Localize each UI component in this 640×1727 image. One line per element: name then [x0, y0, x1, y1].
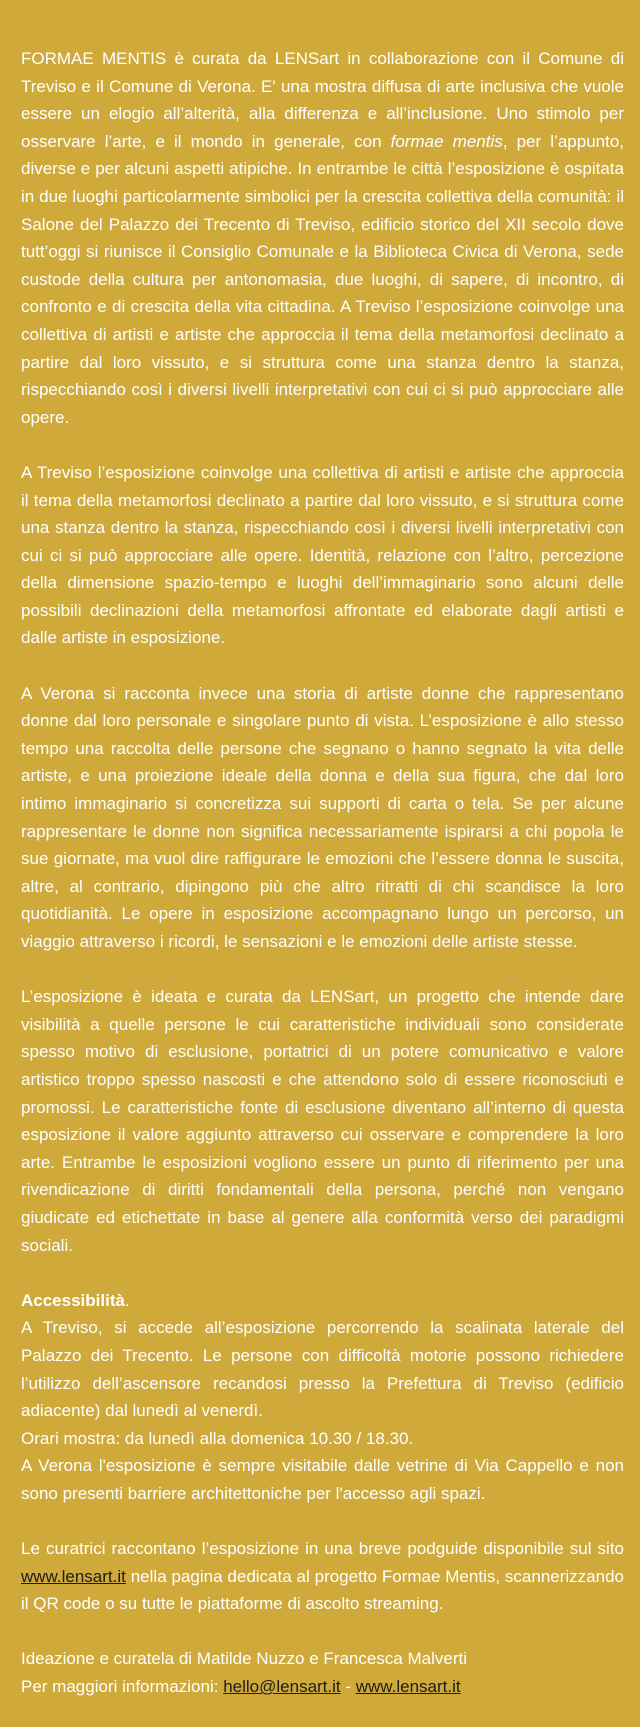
accessibility-section [21, 1287, 624, 1508]
credits-curation: Ideazione e curatela di Matilde Nuzzo e Francesca Malverti [21, 1649, 467, 1669]
accessibility-verona: A Verona l'esposizione è sempre visitabile dalle vetrine di Via Cappello e non sono presenti barriere architettoniche per l'accesso agli spazi. [21, 1456, 624, 1503]
treviso-paragraph: A Treviso l’esposizione coinvolge una collettiva di artisti e artiste che approccia il tema della metamorfosi declinato a partire dal loro vissuto, e si struttura come una stanza dentro la stanza, rispecchiando così i diversi livelli interpretativi con cui ci si può approcciare alle opere. Identità, relazione con l’altro, percezione della dimensione spazio-tempo e luoghi dell’immaginario sono alcuni delle possibili declinazioni della metamorfosi affrontate ed elaborate dagli artisti e dalle artiste in esposizione. [21, 462, 624, 648]
podguide-site-link[interactable]: www.lensart.it [21, 1566, 126, 1586]
accessibility-hours: Orari mostra: da lunedì alla domenica 10.30 / 18.30. [21, 1428, 414, 1448]
credits-section [21, 1645, 624, 1700]
podguide-before: Le curatrici raccontano l’esposizione in una breve podguide disponibile sul sito [21, 1539, 624, 1559]
intro-lead: FORMAE MENTIS è curata da LENSart in collaborazione con il Comune di Treviso e il Comune di Verona. E' una mostra diffusa di arte inclusiva che vuole essere un elogio all’alterità, alla differenza e all’inclusione. Uno stimolo per osservare l’arte, e il mondo in generale, con [21, 49, 624, 151]
lensart-paragraph: L’esposizione è ideata e curata da LENSart, un progetto che intende dare visibilità a quelle persone le cui caratteristiche individuali sono considerate spesso motivo di esclusione, portatrici di un potere comunicativo e valore artistico troppo spesso nascosti e che attendono solo di essere riconosciuti e promossi. Le caratteristiche fonte di esclusione diventano all’interno di questa esposizione il valore aggiunto attraverso cui osservare e comprendere la loro arte. Entrambe le esposizioni vogliono essere un punto di riferimento per una rivendicazione di diritti fondamentali della persona, perché non vengano giudicate ed etichettate in base al genere alla conformità verso dei paradigmi sociali. [21, 987, 624, 1255]
intro-emphasis: formae mentis [390, 131, 503, 151]
accessibility-heading: Accessibilità [21, 1290, 125, 1310]
email-link[interactable]: hello@lensart.it [223, 1677, 341, 1697]
intro-rest: , per l’appunto, diverse e per alcuni aspetti atipiche. In entrambe le città l’esposizione è ospitata in due luoghi particolarmente simbolici per la crescita collettiva della comunità: il Salone del Palazzo dei Trecento di Treviso, edificio storico del XII secolo dove tutt’oggi si riunisce il Consiglio Comunale e la Biblioteca Civica di Verona, sede custode della cultura per antonomasia, due luoghi, di sapere, di incontro, di confronto e di crescita della vita cittadina. A Treviso l’esposizione coinvolge una collettiva di artisti e artiste che approccia il tema della metamorfosi declinato a partire dal loro vissuto, e si struttura come una stanza dentro la stanza, rispecchiando così i diversi livelli interpretativi con cui ci si può approcciare alle opere. [21, 131, 625, 427]
credits-info-label: Per maggiori informazioni: [21, 1677, 224, 1697]
accessibility-heading-line [21, 1287, 624, 1315]
podguide-after: nella pagina dedicata al progetto Formae Mentis, scannerizzando il QR code o su tutte le piattaforme di ascolto streaming. [21, 1566, 624, 1614]
site-link[interactable]: www.lensart.it [355, 1677, 461, 1697]
credits-separator: - [340, 1677, 356, 1697]
intro-paragraph [21, 45, 624, 431]
verona-paragraph: A Verona si racconta invece una storia di artiste donne che rappresentano donne dal loro personale e singolare punto di vista. L’esposizione è allo stesso tempo una raccolta delle persone che segnano o hanno segnato la vita delle artiste, e una proiezione ideale della donna e della sua figura, che dal loro intimo immaginario si concretizza sui supporti di carta o tela. Se per alcune rappresentare le donne non significa necessariamente ispirarsi a chi popola le sue giornate, ma vuol dire raffigurare le emozioni che l’essere donna le suscita, altre, al contrario, dipingono più che altro ritratti di chi scandisce la loro quotidianità. Le opere in esposizione accompagnano lungo un percorso, un viaggio attraverso i ricordi, le sensazioni e le emozioni delle artiste stesse. [21, 683, 624, 951]
accessibility-treviso: A Treviso, si accede all’esposizione percorrendo la scalinata laterale del Palazzo dei Trecento. Le persone con difficoltà motorie possono richiedere l’utilizzo dell’ascensore recandosi presso la Prefettura di Treviso (edificio adiacente) dal lunedì al venerdì. [21, 1318, 624, 1421]
accessibility-heading-suffix: . [124, 1290, 130, 1310]
podguide-paragraph [21, 1535, 624, 1618]
credits-info-line [21, 1673, 624, 1701]
